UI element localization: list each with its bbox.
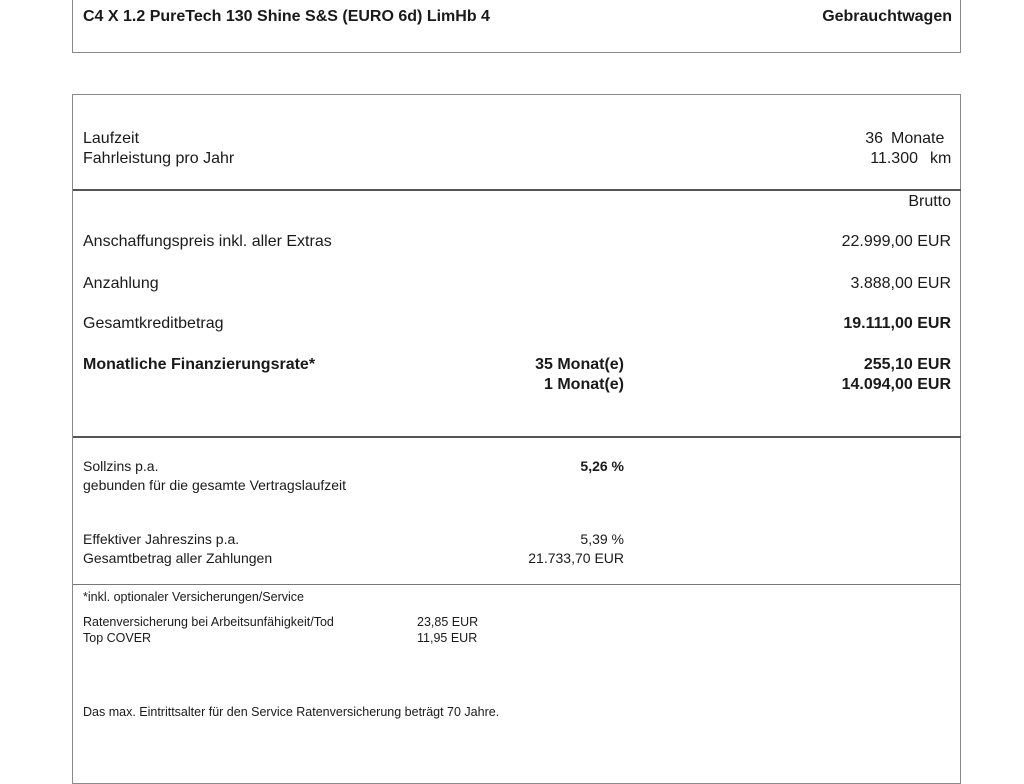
total-payments-label: Gesamtbetrag aller Zahlungen — [83, 550, 273, 566]
brutto-header: Brutto — [908, 193, 951, 210]
mileage-value: 11.300 — [870, 150, 918, 167]
insurance-item-label: Ratenversicherung bei Arbeitsunfähigkeit/Tod — [83, 615, 334, 629]
down-payment-label: Anzahlung — [83, 275, 159, 292]
rate-amount-1: 255,10 EUR — [863, 356, 951, 373]
mileage-label: Fahrleistung pro Jahr — [83, 150, 235, 167]
duration-unit: Monate — [891, 130, 945, 147]
vehicle-model: C4 X 1.2 PureTech 130 Shine S&S (EURO 6d) LimHb 4 — [83, 8, 490, 25]
rate-months-2: 1 Monat(e) — [544, 376, 624, 393]
purchase-price-label: Anschaffungspreis inkl. aller Extras — [83, 233, 332, 250]
divider-interest — [73, 584, 961, 585]
total-payments-value: 21.733,70 EUR — [528, 550, 624, 566]
insurance-item-value: 11,95 EUR — [417, 631, 478, 645]
borrowing-rate-note: gebunden für die gesamte Vertragslaufzeit — [83, 477, 347, 493]
down-payment-value: 3.888,00 EUR — [850, 275, 951, 292]
effective-rate-label: Effektiver Jahreszins p.a. — [83, 531, 240, 547]
insurance-item-value: 23,85 EUR — [417, 615, 479, 629]
divider-pricing — [73, 436, 961, 438]
financing-box — [72, 94, 961, 784]
vehicle-condition: Gebrauchtwagen — [822, 8, 952, 25]
insurance-item-label: Top COVER — [83, 631, 152, 645]
mileage-unit: km — [930, 150, 952, 167]
insurance-note: *inkl. optionaler Versicherungen/Service — [83, 590, 304, 604]
purchase-price-value: 22.999,00 EUR — [841, 233, 951, 250]
rate-amount-2: 14.094,00 EUR — [841, 376, 951, 393]
monthly-rate-label: Monatliche Finanzierungsrate* — [83, 356, 316, 373]
rate-months-1: 35 Monat(e) — [535, 356, 624, 373]
effective-rate-value: 5,39 % — [580, 531, 624, 547]
divider-terms — [73, 189, 961, 191]
duration-value: 36 — [865, 130, 883, 147]
insurance-footnote: Das max. Eintrittsalter für den Service Ratenversicherung beträgt 70 Jahre. — [83, 705, 500, 719]
duration-label: Laufzeit — [83, 130, 140, 147]
borrowing-rate-value: 5,26 % — [580, 458, 624, 474]
borrowing-rate-label: Sollzins p.a. — [83, 458, 159, 474]
total-credit-label: Gesamtkreditbetrag — [83, 315, 224, 332]
total-credit-value: 19.111,00 EUR — [843, 315, 951, 332]
